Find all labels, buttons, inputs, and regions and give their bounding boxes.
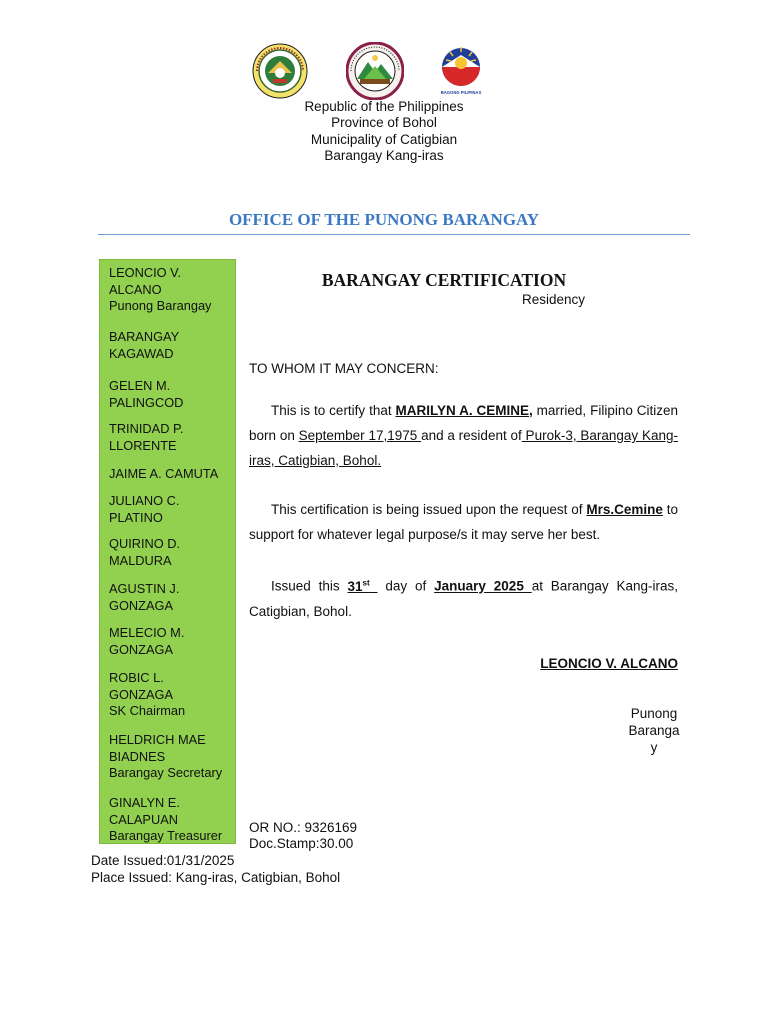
bagong-pilipinas-logo [438,43,484,97]
certificate-title: BARANGAY CERTIFICATION [321,270,567,290]
requester-name: Mrs.Cemine [586,502,663,517]
official-entry [109,732,231,782]
official-role: Barangay Secretary [109,765,223,780]
official-entry [109,581,199,614]
p1-text: married, Filipino Citizen born on [249,403,678,443]
p3-text: day of [377,578,435,594]
official-name: GELEN M. PALINGCOD [109,378,184,410]
issue-day-number: 31 [347,578,363,594]
official-name: HELDRICH MAE BIADNES [109,732,206,764]
barangay-seal [346,42,404,100]
official-entry [109,466,218,483]
p3-text: at Barangay Kang-iras, Catigbian, Bohol. [249,578,678,619]
official-name: LEONCIO V. ALCANO [109,265,182,297]
p2-text: to support for whatever legal purpose/s it may serve her best. [249,502,678,542]
official-entry [109,378,199,411]
official-name: JAIME A. CAMUTA [109,466,219,481]
resident-name: MARILYN A. CEMINE, [395,403,533,418]
header-republic: Republic of the Philippines [304,99,464,114]
p1-text: and a resident of [421,428,522,443]
signatory-title: Punong Barangay [628,706,680,755]
official-name: TRINIDAD P. LLORENTE [109,421,184,453]
official-entry [109,795,231,845]
or-number: OR NO.: 9326169 [249,820,358,835]
date-issued: Date Issued:01/31/2025 [91,853,235,868]
official-name: BARANGAY KAGAWAD [109,329,179,361]
p1-text: This is to certify that [271,403,396,418]
official-name: QUIRINO D. MALDURA [109,536,181,568]
municipality-seal-icon [251,43,309,99]
office-divider [98,234,690,235]
official-name: JULIANO C. PLATINO [109,493,180,525]
official-entry [109,265,233,315]
issue-month: January 2025 [434,578,532,594]
bagong-pilipinas-icon [438,43,484,97]
official-entry [109,670,229,720]
official-entry [109,625,199,658]
header-province: Province of Bohol [331,115,437,130]
certificate-subtitle: Residency [521,292,585,307]
svg-text:BAGONG PILIPINAS: BAGONG PILIPINAS [440,90,482,95]
official-role: Punong Barangay [109,298,212,313]
official-entry [109,493,199,526]
p2-text: This certification is being issued upon the request of [271,502,587,517]
header-municipality: Municipality of Catigbian [310,132,458,147]
official-name: GINALYN E. CALAPUAN [109,795,180,827]
salutation: TO WHOM IT MAY CONCERN: [249,361,439,376]
paragraph-issued [249,570,678,624]
doc-stamp: Doc.Stamp:30.00 [249,836,354,851]
official-role: SK Chairman [109,703,186,718]
place-issued: Place Issued: Kang-iras, Catigbian, Bohol [91,870,341,885]
p3-text: Issued this [271,578,348,594]
issue-day-suffix: st [362,578,370,587]
official-name: ROBIC L. GONZAGA [109,670,173,702]
paragraph-request [249,497,678,547]
barangay-seal-icon [346,42,404,100]
officials-sidebar [99,259,236,844]
official-entry [109,421,209,454]
official-entry [109,329,194,362]
official-entry [109,536,199,569]
paragraph-certify [249,398,678,473]
office-title: OFFICE OF THE PUNONG BARANGAY [228,210,540,229]
resident-address: Purok-3, Barangay Kang-iras, Catigbian, Bohol. [249,428,678,468]
official-name: MELECIO M. GONZAGA [109,625,185,657]
birth-date: September 17,1975 [298,428,422,443]
header-barangay: Barangay Kang-iras [324,148,444,163]
issue-day [348,579,378,594]
official-name: AGUSTIN J. GONZAGA [109,581,180,613]
official-role: Barangay Treasurer [109,828,223,843]
signatory-name: LEONCIO V. ALCANO [540,656,678,671]
municipality-seal [251,43,309,99]
